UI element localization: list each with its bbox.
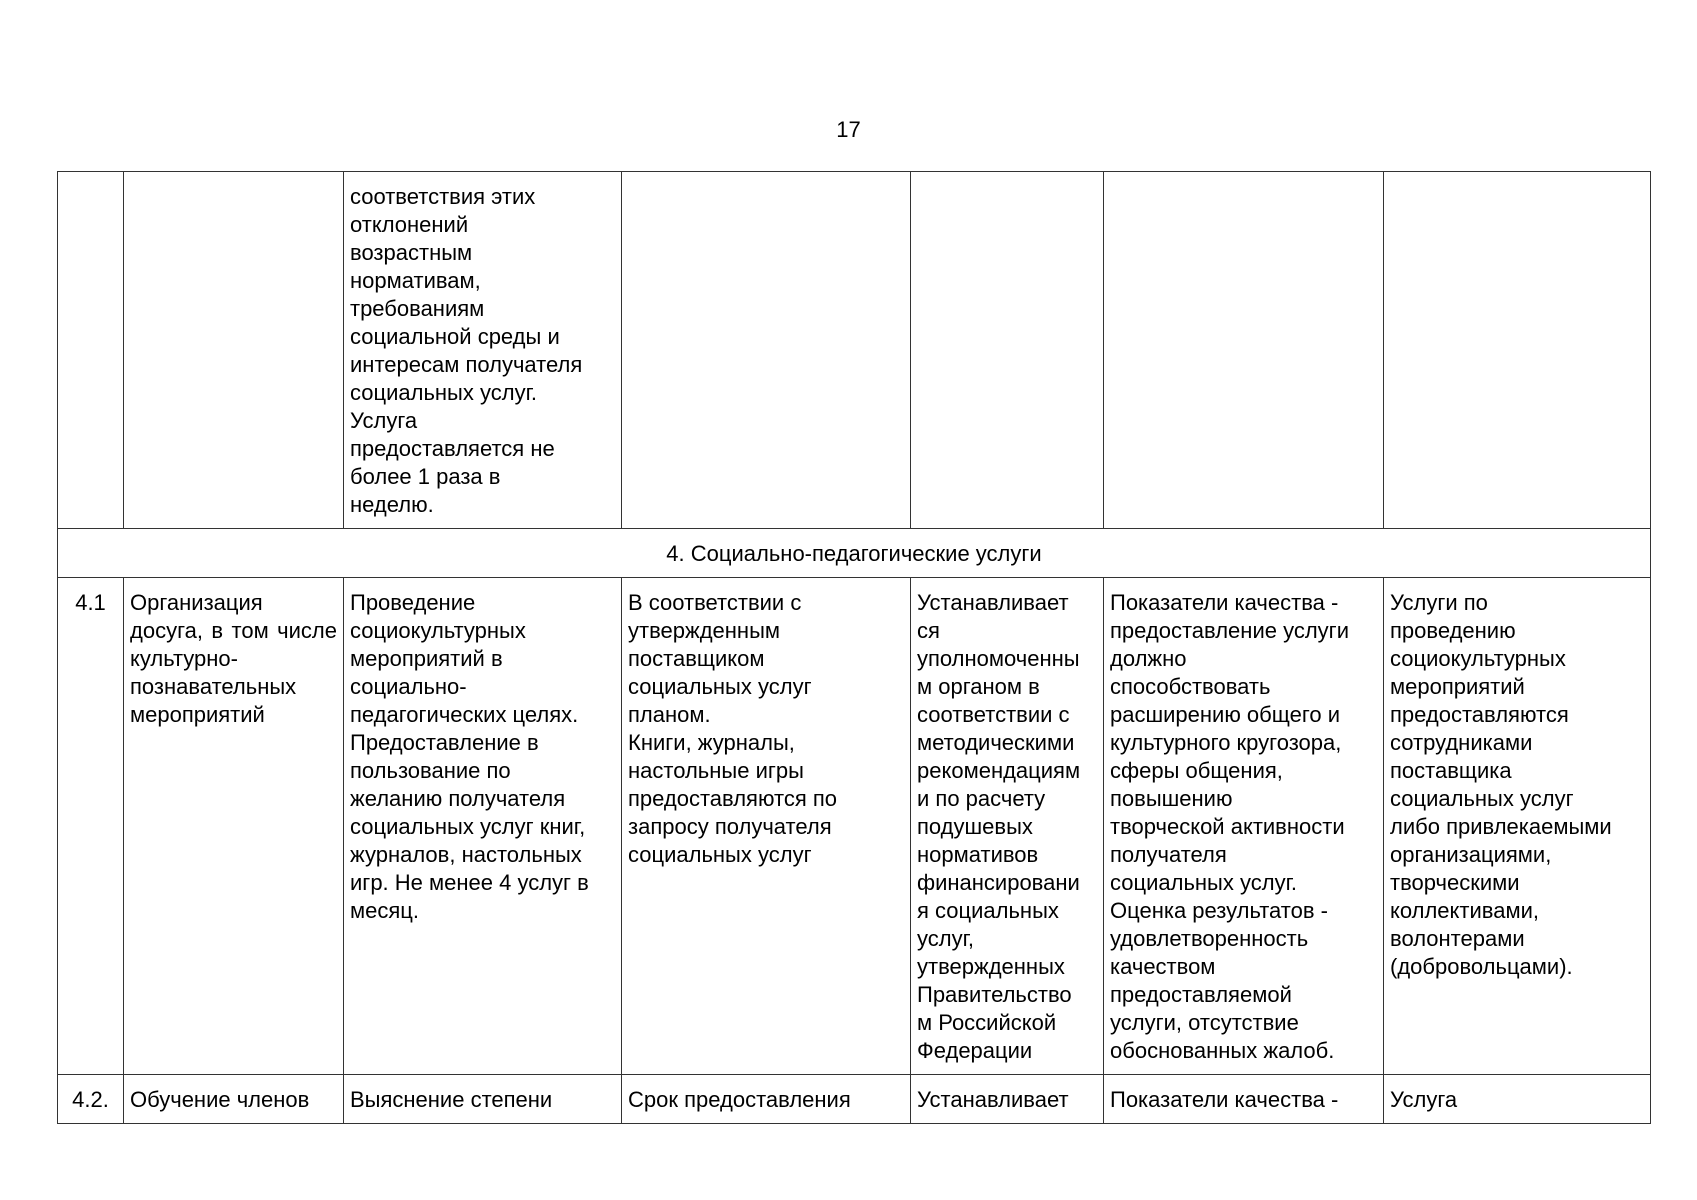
row-number: 4.2. [58,1075,124,1124]
cell-num [58,172,124,529]
page-number: 17 [836,117,861,142]
cell-term [622,172,911,529]
cell-quality [1104,172,1384,529]
services-table [57,171,1651,1124]
cell-tariff [911,172,1104,529]
service-conditions: Услуга [1384,1075,1651,1124]
service-content: Проведение социокультурных мероприятий в социально- педагогических целях. Предоставление в пользование по желанию получателя социальных услуг книг, журналов, настольных игр. Не менее 4 услуг в месяц. [344,578,622,1075]
service-tariff: Устанавливает [911,1075,1104,1124]
service-name: Организация досуга, в том числе культурно-познавательных мероприятий [124,578,344,1075]
service-tariff: Устанавливает ся уполномоченны м органом в соответствии с методическими рекомендациям и по расчету подушевых нормативов финансировани я социальных услуг, утвержденных Правительство м Российской Федерации [911,578,1104,1075]
section-heading: 4. Социально-педагогические услуги [58,529,1651,578]
section-row [58,529,1651,578]
continuation-row [58,172,1651,529]
service-conditions: Услуги по проведению социокультурных мероприятий предоставляются сотрудниками поставщика социальных услуг либо привлекаемыми организациями, творческими коллективами, волонтерами (добровольцами). [1384,578,1651,1075]
service-term: В соответствии с утвержденным поставщиком социальных услуг планом. Книги, журналы, настольные игры предоставляются по запросу получателя социальных услуг [622,578,911,1075]
cell-name [124,172,344,529]
service-quality: Показатели качества - [1104,1075,1384,1124]
cell-conditions [1384,172,1651,529]
cell-content: соответствия этих отклонений возрастным нормативам, требованиям социальной среды и интересам получателя социальных услуг. Услуга предоставляется не более 1 раза в неделю. [344,172,622,529]
row-number: 4.1 [58,578,124,1075]
service-name: Обучение членов [124,1075,344,1124]
service-content: Выяснение степени [344,1075,622,1124]
table-row [58,1075,1651,1124]
table-row [58,578,1651,1075]
service-term: Срок предоставления [622,1075,911,1124]
service-quality: Показатели качества - предоставление услуги должно способствовать расширению общего и культурного кругозора, сферы общения, повышению творческой активности получателя социальных услуг. Оценка результатов - удовлетворенность качеством предоставляемой услуги, отсутствие обоснованных жалоб. [1104,578,1384,1075]
